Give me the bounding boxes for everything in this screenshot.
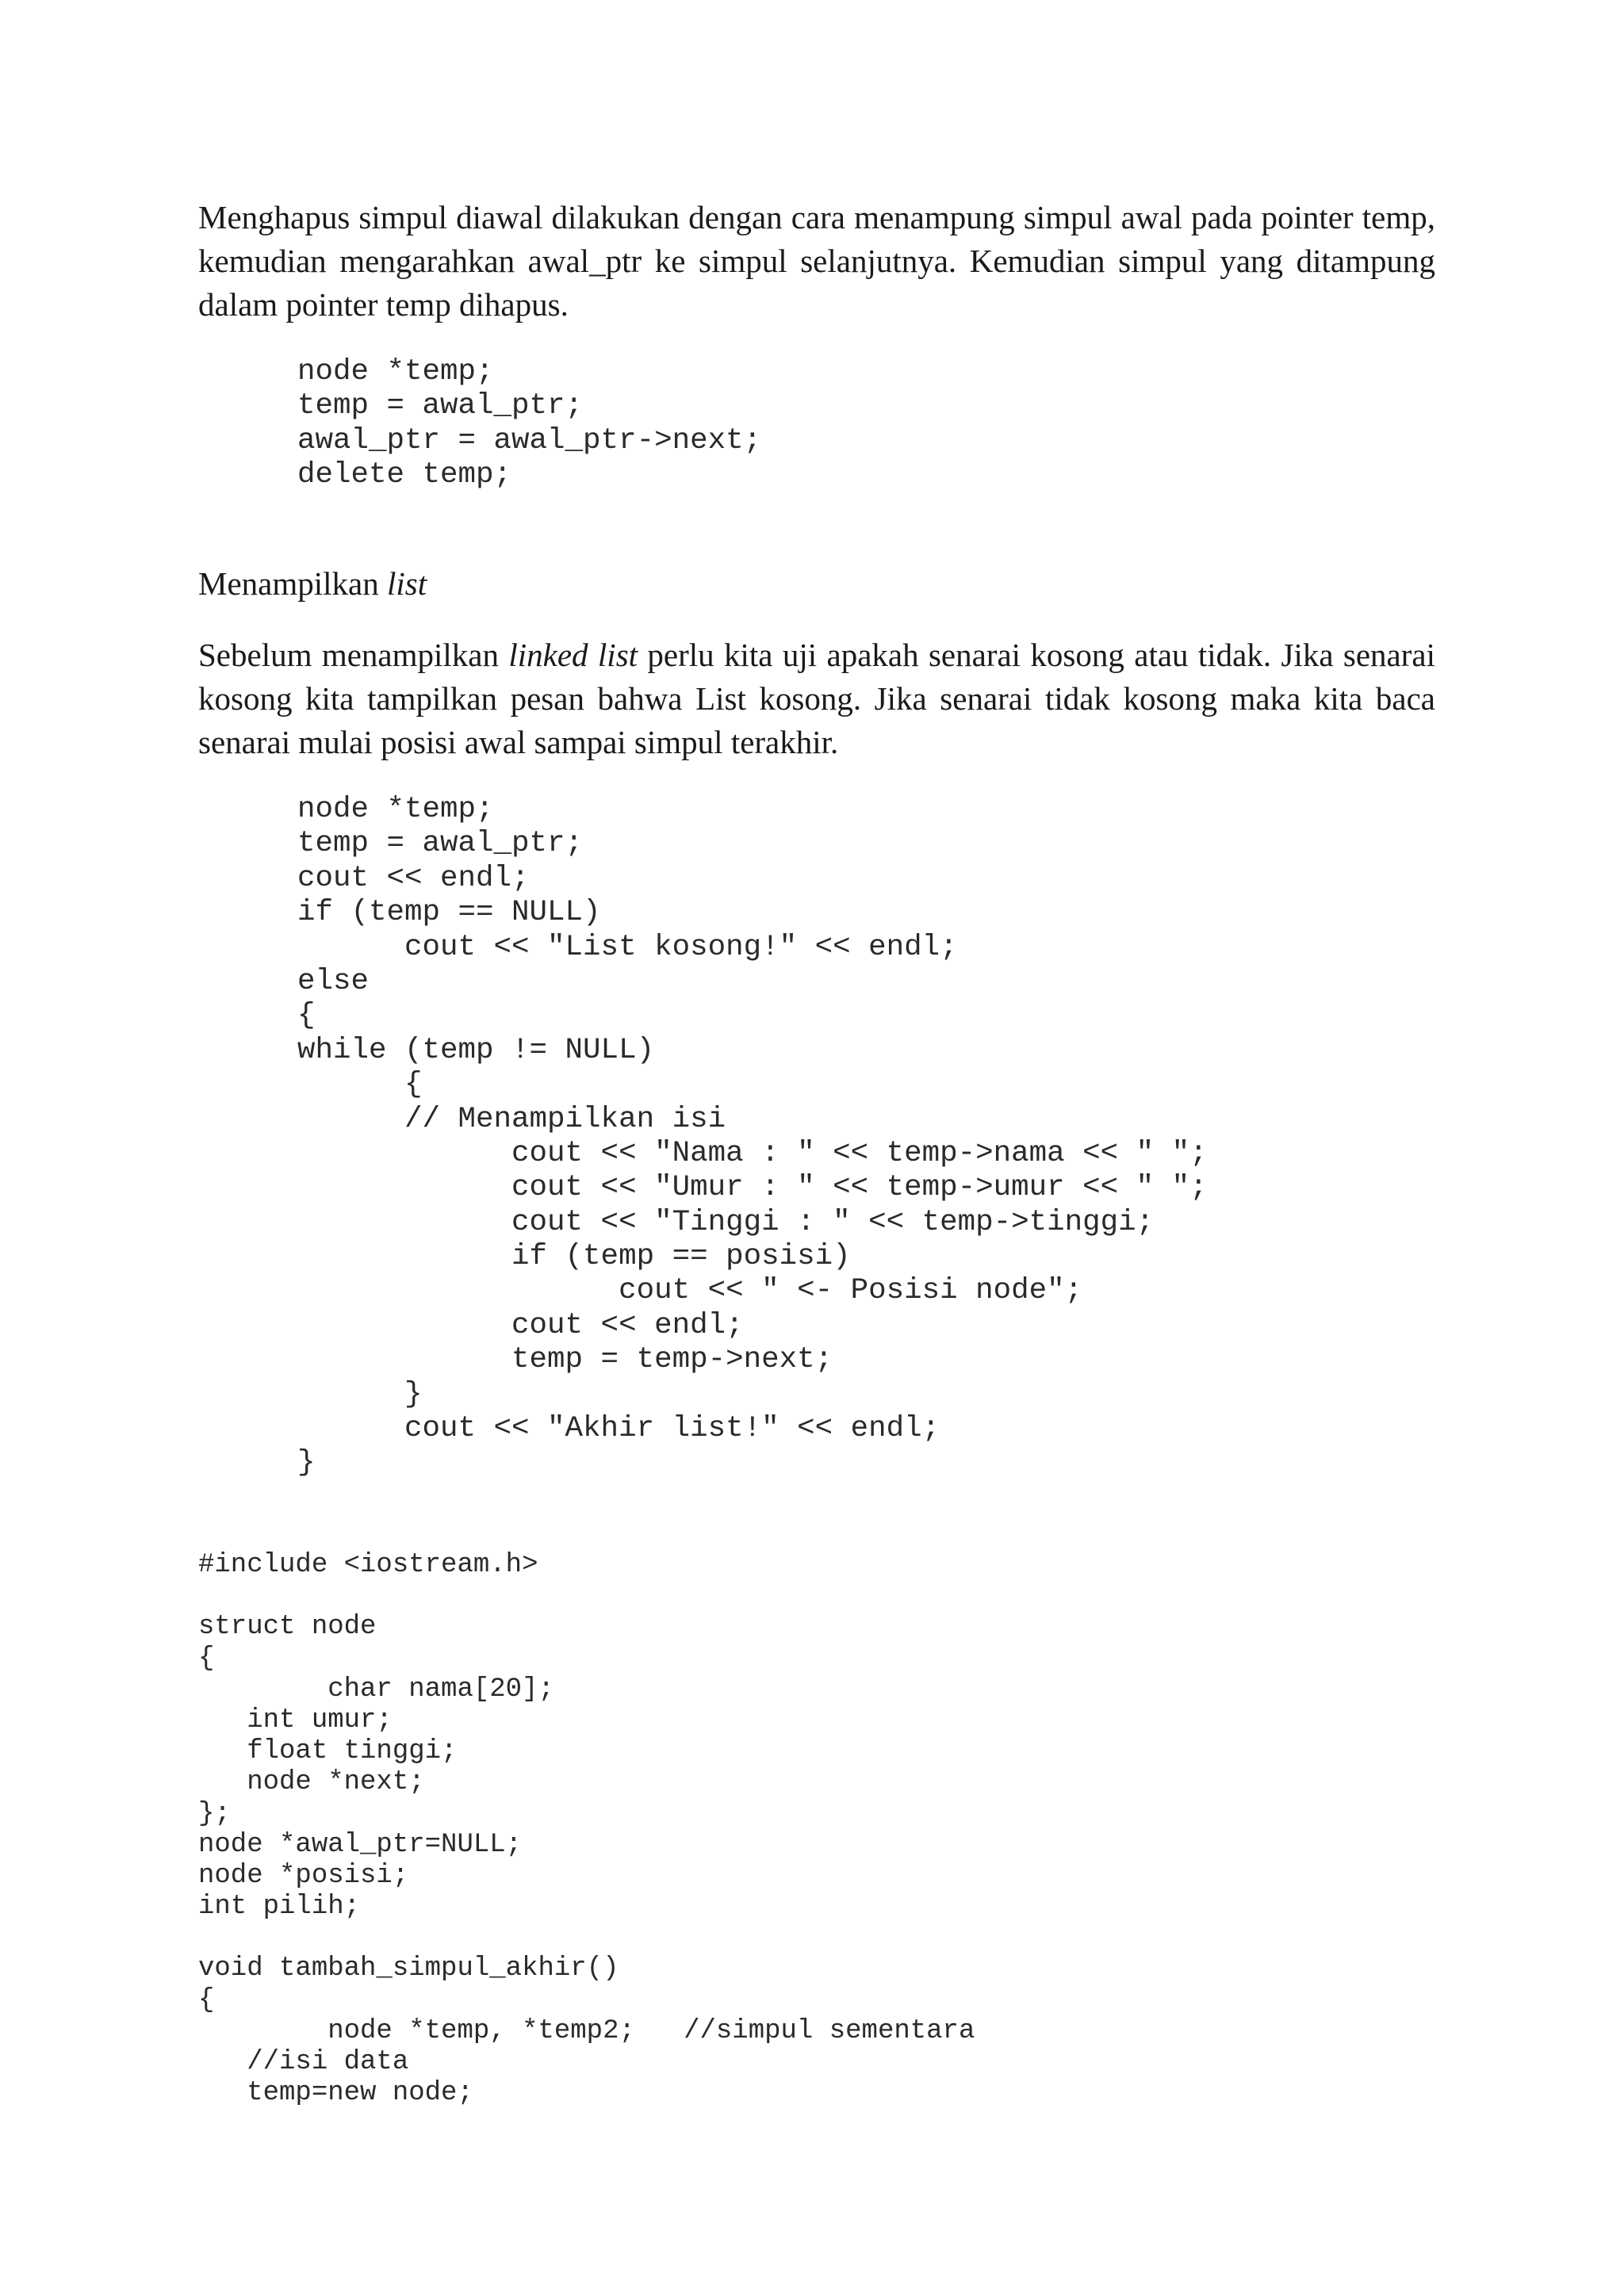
code-line: float tinggi;	[198, 1736, 458, 1767]
code-block-display-list	[297, 793, 1208, 1481]
code-line: };	[198, 1798, 231, 1829]
code-line: #include <iostream.h>	[198, 1550, 538, 1580]
code-line: if (temp == NULL)	[297, 896, 601, 930]
code-line: cout << " <- Posisi node";	[297, 1274, 1083, 1308]
code-line: if (temp == posisi)	[297, 1240, 851, 1274]
code-line: temp = awal_ptr;	[297, 827, 584, 861]
code-line: char nama[20];	[198, 1674, 554, 1705]
paragraph-text-end: perlu kita uji apakah senarai kosong atau tidak. Jika senarai kosong kita tampilkan pesan bahwa List kosong. Jika senarai tidak kosong maka kita baca senarai mulai posisi awal sampai simpul terakhir.	[198, 637, 1435, 760]
heading-text: Menampilkan	[198, 565, 387, 602]
code-line: awal_ptr = awal_ptr->next;	[297, 423, 762, 457]
code-line: delete temp;	[297, 458, 512, 492]
code-line: // Menampilkan isi	[297, 1102, 726, 1136]
code-line: {	[297, 1068, 423, 1102]
code-line: //isi data	[198, 2047, 409, 2077]
heading-italic-text: list	[386, 565, 427, 602]
code-line: }	[297, 1377, 423, 1411]
code-line: temp = awal_ptr;	[297, 389, 584, 423]
code-line: temp = temp->next;	[297, 1343, 833, 1377]
code-line: cout << endl;	[297, 861, 530, 895]
code-line: }	[297, 1446, 316, 1480]
code-line: cout << "Tinggi : " << temp->tinggi;	[297, 1205, 1155, 1239]
code-line: {	[198, 1984, 215, 2015]
code-line	[198, 1581, 975, 1612]
code-line: int pilih;	[198, 1892, 361, 1923]
paragraph-text-start: Sebelum menampilkan	[198, 637, 509, 673]
code-line: node *temp, *temp2; //simpul sementara	[198, 2015, 975, 2046]
code-line: node *temp;	[297, 793, 494, 826]
code-block-delete-first	[297, 355, 761, 493]
code-line: cout << "Akhir list!" << endl;	[297, 1412, 940, 1446]
code-line: while (temp != NULL)	[297, 1033, 655, 1067]
code-line	[198, 1923, 975, 1954]
code-line: cout << "Umur : " << temp->umur << " ";	[297, 1171, 1208, 1205]
code-line: else	[297, 964, 370, 998]
code-line: struct node	[198, 1612, 377, 1643]
code-line: node *awal_ptr=NULL;	[198, 1829, 523, 1860]
code-line: temp=new node;	[198, 2078, 473, 2109]
code-line: cout << "List kosong!" << endl;	[297, 930, 958, 964]
code-line: void tambah_simpul_akhir()	[198, 1954, 619, 1984]
paragraph-italic-term: linked list	[508, 637, 638, 673]
heading-display-list	[198, 562, 427, 606]
code-line: {	[198, 1643, 215, 1674]
code-line: cout << "Nama : " << temp->nama << " ";	[297, 1136, 1208, 1170]
paragraph-display-list	[198, 633, 1435, 764]
code-line: node *next;	[198, 1767, 425, 1798]
paragraph-delete-first: Menghapus simpul diawal dilakukan dengan cara menampung simpul awal pada pointer temp, kemudian mengarahkan awal_ptr ke simpul selanjutnya. Kemudian simpul yang ditampung dalam pointer temp dihapus.	[198, 199, 1435, 323]
code-line: node *posisi;	[198, 1860, 409, 1891]
code-line: {	[297, 999, 316, 1033]
code-line: cout << endl;	[297, 1308, 744, 1342]
code-line: node *temp;	[297, 355, 494, 388]
code-line: int umur;	[198, 1705, 393, 1735]
code-block-program-listing	[198, 1550, 975, 2109]
